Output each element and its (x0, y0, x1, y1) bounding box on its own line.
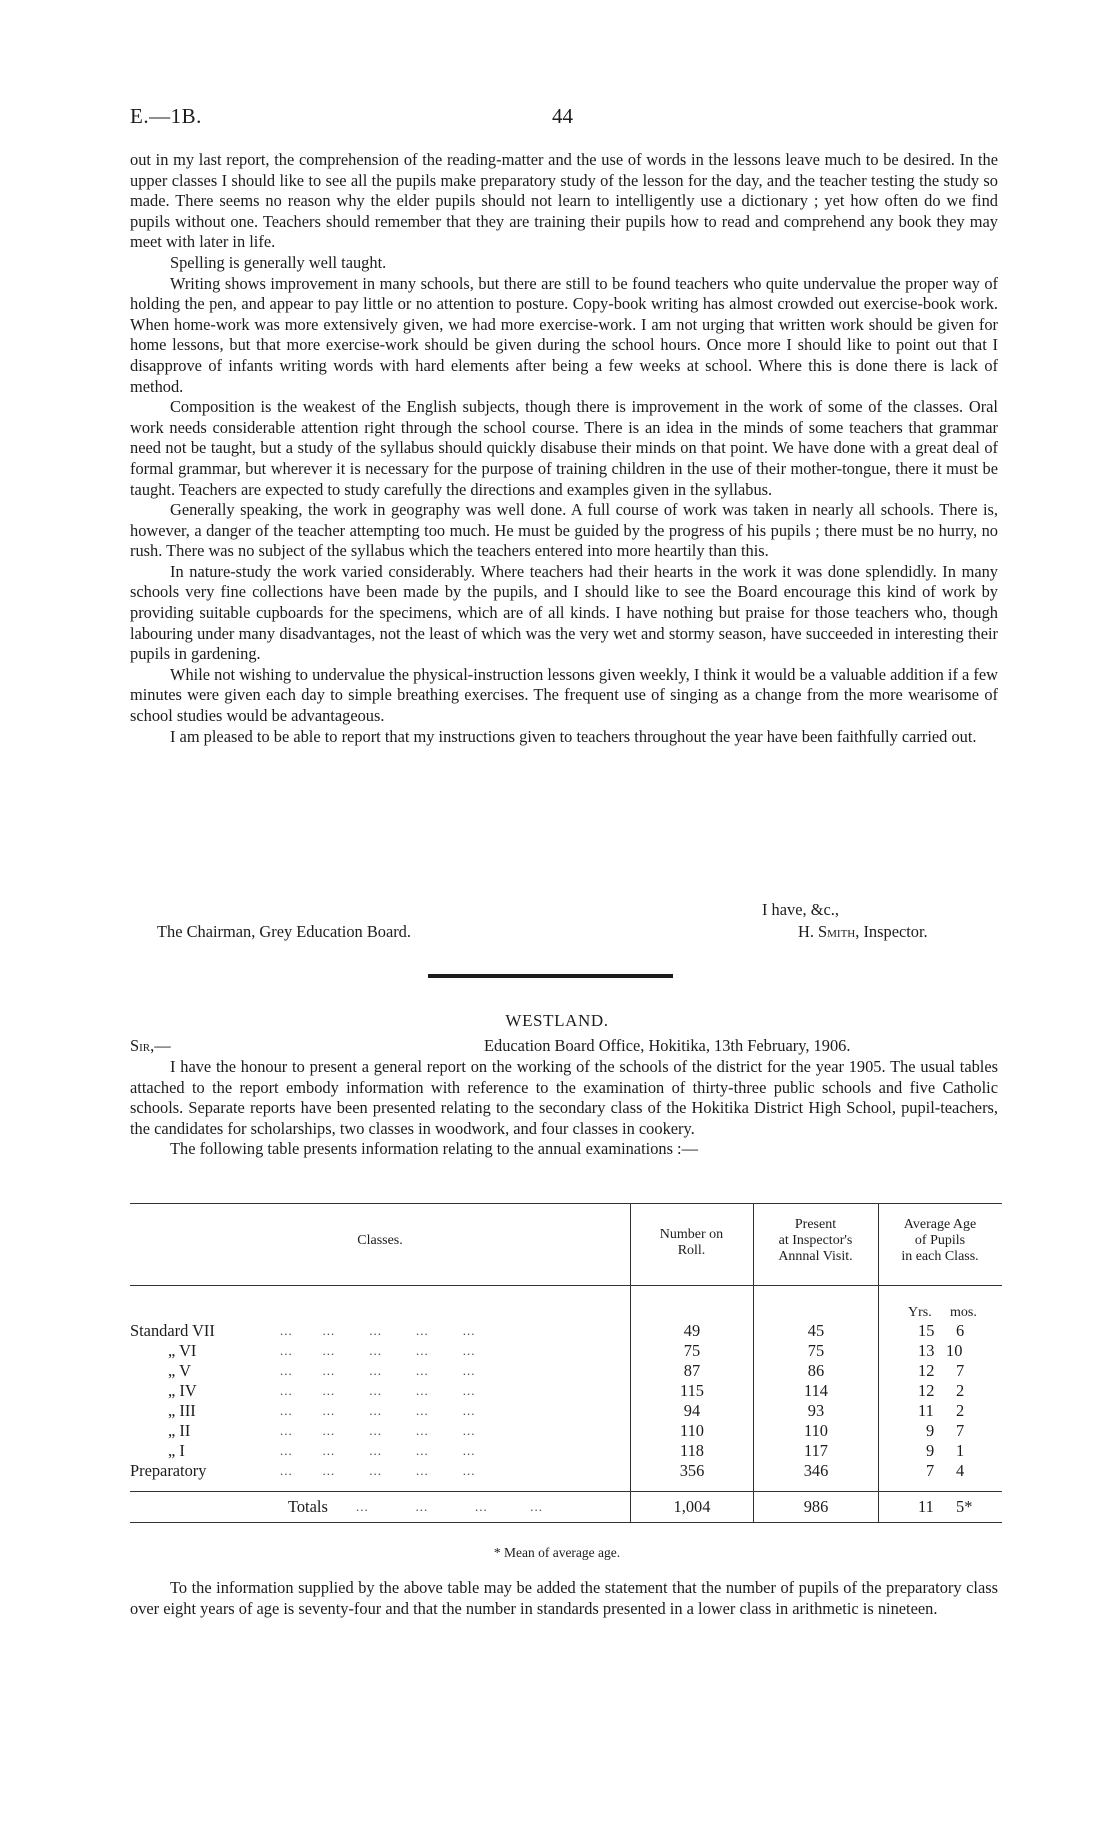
age-years: 12 (918, 1381, 935, 1400)
table-row (130, 1321, 1002, 1341)
signature-closing: I have, &c., (762, 900, 839, 919)
report-paragraph: Composition is the weakest of the English subjects, though there is improvement in the work of some of the classes. Oral work needs considerable attention right through the school course. There is an idea in the minds of some teachers that grammar need not be taught, but a study of the syllabus should quickly disabuse their minds on that point. We have done with a great deal of formal grammar, but wherever it is necessary for the purpose of training children in the use of their mother-tongue, there it must be taught. Teachers are expected to study carefully the directions and examples given in the syllabus. (130, 397, 998, 499)
signature-block (130, 900, 998, 946)
report-paragraph: In nature-study the work varied considerably. Where teachers had their hearts in the work it was done splendidly. In many schools very fine collections have been made by the pupils, and I should like to see the Board encourage this kind of work by providing suitable cupboards for the specimens, which are of all kinds. I have nothing but praise for those teachers who, though labouring under many disadvantages, not the least of which was the very wet and stormy season, have succeeded in interesting their pupils in gardening. (130, 561, 998, 664)
letter-heading (130, 1036, 998, 1058)
addressee: The Chairman, Grey Education Board. (157, 922, 411, 941)
page-number: 44 (552, 104, 573, 128)
salutation: Sir,— (130, 1036, 171, 1055)
header-present-line: at Inspector's (778, 1233, 853, 1248)
class-label: Standard VII (130, 1321, 215, 1340)
class-label: „ III (168, 1401, 196, 1420)
leader-dots: ... ... ... ... ... (280, 1403, 476, 1418)
years-unit: Yrs. (908, 1305, 932, 1320)
leader-dots: ... ... ... ... ... (280, 1463, 476, 1478)
dateline: Education Board Office, Hokitika, 13th February, 1906. (484, 1036, 851, 1055)
header-age-line: of Pupils (914, 1233, 966, 1248)
age-years: 13 (918, 1341, 935, 1360)
header-classes: Classes. (357, 1233, 403, 1248)
age-months: 1 (956, 1441, 965, 1460)
age-months: 2 (956, 1381, 965, 1400)
table-bottom-rule (130, 1522, 1002, 1523)
roll-value: 94 (683, 1401, 701, 1420)
class-label: „ VI (168, 1341, 197, 1360)
totals-roll: 1,004 (673, 1497, 711, 1516)
age-months: 4 (956, 1461, 965, 1480)
header-age-line: in each Class. (901, 1249, 979, 1264)
age-months: 7 (956, 1361, 965, 1380)
present-value: 45 (807, 1321, 825, 1340)
totals-age-months: 5* (956, 1497, 973, 1516)
class-label: „ II (168, 1421, 191, 1440)
report-paragraph: Generally speaking, the work in geography was well done. A full course of work was taken in nearly all schools. There is, however, a danger of the teacher attempting too much. He must be guided by the progress of his pupils ; there must be no hurry, no rush. There was no subject of the syllabus which the teachers entered into more heartily than this. (130, 500, 998, 561)
closing-paragraph-block (130, 1578, 998, 1619)
table-row (130, 1401, 1002, 1421)
westland-letter-body (130, 1057, 998, 1160)
table-header-rule (130, 1285, 1002, 1286)
age-years: 11 (918, 1401, 934, 1420)
leader-dots: ... ... ... ... ... (280, 1423, 476, 1438)
age-months: 10 (946, 1341, 963, 1360)
present-value: 86 (807, 1361, 825, 1380)
table-totals-rule (130, 1491, 1002, 1492)
totals-age-years: 11 (918, 1497, 934, 1516)
table-row (130, 1441, 1002, 1461)
document-reference: E.—1B. (130, 104, 202, 128)
age-months: 7 (956, 1421, 965, 1440)
age-years: 12 (918, 1361, 935, 1380)
letter-paragraph: The following table presents information relating to the annual examinations :— (170, 1139, 699, 1159)
table-row (130, 1421, 1002, 1441)
age-years: 15 (918, 1321, 935, 1340)
class-label: „ I (168, 1441, 185, 1460)
leader-dots: ... ... ... ... ... (280, 1363, 476, 1378)
signatory (798, 922, 928, 943)
age-years: 9 (926, 1421, 935, 1440)
months-unit: mos. (950, 1305, 977, 1320)
closing-paragraph: To the information supplied by the above table may be added the statement that the number of pupils of the preparatory class over eight years of age is seventy-four and that the number in standards presented in a lower class in arithmetic is nineteen. (130, 1578, 998, 1618)
roll-value: 118 (680, 1441, 704, 1460)
roll-value: 49 (683, 1321, 701, 1340)
leader-dots: ... ... ... ... ... (280, 1343, 476, 1358)
present-value: 75 (807, 1341, 825, 1360)
totals-row (130, 1497, 1002, 1517)
present-value: 110 (804, 1421, 828, 1440)
signatory-name: H. Smith (798, 922, 856, 941)
table-row (130, 1461, 1002, 1481)
present-value: 114 (804, 1381, 828, 1400)
page-header (130, 104, 1000, 134)
leader-dots: ... ... ... ... ... (280, 1443, 476, 1458)
section-title: WESTLAND. (505, 1011, 609, 1030)
report-paragraph: I am pleased to be able to report that my instructions given to teachers throughout the year have been faithfully carried out. (170, 726, 977, 746)
present-value: 117 (804, 1441, 828, 1460)
table-row (130, 1341, 1002, 1361)
examination-table (130, 1203, 1002, 1523)
roll-value: 356 (679, 1461, 705, 1480)
present-value: 93 (807, 1401, 825, 1420)
age-units-row (130, 1303, 1002, 1323)
roll-value: 110 (680, 1421, 704, 1440)
report-paragraph: While not wishing to undervalue the physical-instruction lessons given weekly, I think it would be a valuable addition if a few minutes were given each day to simple breathing exercises. The frequent use of singing as a change from the more wearisome of school studies would be advantageous. (130, 664, 998, 726)
report-paragraph: Writing shows improvement in many schools, but there are still to be found teachers who quite undervalue the proper way of holding the pen, and appear to pay little or no attention to posture. Copy-book writing has almost crowded out exercise-book work. When home-work was more extensively given, we had more exercise-work. I am not urging that written work should be given for home lessons, but that more exercise-work should be given during the school hours. Once more I should like to point out that I disapprove of infants writing words with hard elements after being a few weeks at school. Where this is done there is lack of method. (130, 273, 998, 396)
signatory-title: , Inspector. (855, 922, 928, 941)
class-label: Preparatory (130, 1461, 207, 1480)
header-roll (630, 1227, 753, 1259)
leader-dots: ... ... ... ... ... (280, 1323, 476, 1338)
header-present-line: Present (794, 1217, 837, 1232)
header-average-age (878, 1217, 1002, 1265)
header-roll-line: Roll. (677, 1243, 706, 1258)
totals-label: Totals (288, 1497, 328, 1516)
class-label: „ IV (168, 1381, 197, 1400)
age-years: 7 (926, 1461, 935, 1480)
header-age-line: Average Age (903, 1217, 977, 1232)
age-years: 9 (926, 1441, 935, 1460)
header-roll-line: Number on (659, 1227, 724, 1242)
header-present-line: Annnal Visit. (778, 1249, 853, 1264)
age-months: 2 (956, 1401, 965, 1420)
present-value: 346 (803, 1461, 829, 1480)
totals-present: 986 (803, 1497, 829, 1516)
table-row (130, 1381, 1002, 1401)
age-months: 6 (956, 1321, 965, 1340)
class-label: „ V (168, 1361, 191, 1380)
leader-dots: ... ... ... ... ... (280, 1383, 476, 1398)
table-row (130, 1361, 1002, 1381)
roll-value: 87 (683, 1361, 701, 1380)
table-footnote: * Mean of average age. (493, 1545, 621, 1560)
header-present (753, 1217, 878, 1265)
roll-value: 115 (680, 1381, 704, 1400)
leader-dots: ... ... ... ... (356, 1499, 543, 1514)
report-paragraph: Spelling is generally well taught. (170, 252, 387, 272)
section-divider (428, 974, 673, 978)
roll-value: 75 (683, 1341, 701, 1360)
inspector-report-body (130, 150, 998, 747)
table-top-rule (130, 1203, 1002, 1204)
letter-paragraph: I have the honour to present a general report on the working of the schools of the district for the year 1905. The usual tables attached to the report embody information with reference to the examination of thirty-three public schools and five Catholic schools. Separate reports have been presented relating to the secondary class of the Hokitika District High School, pupil-teachers, the candidates for scholarships, two classes in woodwork, and four classes in cookery. (130, 1057, 998, 1138)
report-paragraph: out in my last report, the comprehension of the reading-matter and the use of words in the lessons leave much to be desired. In the upper classes I should like to see all the pupils make preparatory study of the lesson for the day, and the teacher testing the study so made. There seems no reason why the elder pupils should not learn to intelligently use a dictionary ; yet how often do we find pupils without one. Teachers should remember that they are training their pupils how to read and comprehend any book they may meet with later in life. (130, 150, 998, 252)
